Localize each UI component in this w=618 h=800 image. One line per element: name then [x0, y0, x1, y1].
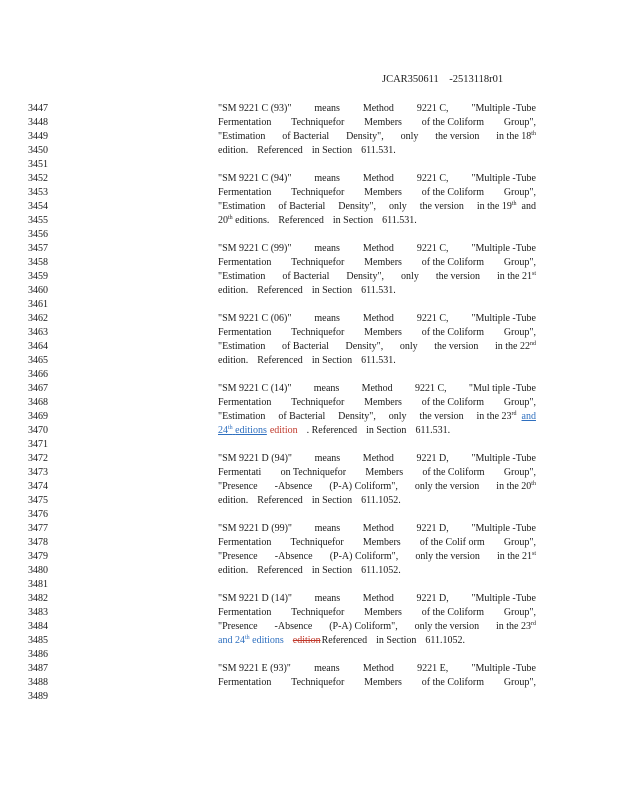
- text-span: in Section: [311, 355, 353, 366]
- text-span: and 24: [218, 635, 245, 646]
- text-span: Referenced: [257, 565, 303, 576]
- definition-sm-9221-c-94: [218, 172, 536, 228]
- text-span: Method: [362, 593, 394, 604]
- text-span: Fermentati: [218, 467, 262, 478]
- text-line: [218, 340, 536, 354]
- text-span: means: [314, 663, 340, 674]
- text-line: [218, 536, 536, 550]
- text-span: "Multiple -Tube: [471, 523, 536, 534]
- text-line: [218, 466, 536, 480]
- text-span: in the 21: [496, 551, 532, 562]
- text-span: the version: [435, 271, 480, 282]
- text-span: 611.1052.: [361, 495, 401, 506]
- line-number: 3459: [28, 271, 48, 282]
- text-span: only: [399, 341, 418, 352]
- text-line: [218, 564, 536, 578]
- text-span: Method: [362, 663, 394, 674]
- text-line: [218, 382, 536, 396]
- text-span: editions: [252, 635, 284, 646]
- text-span: editions.: [235, 215, 270, 226]
- text-span: of the Coliform: [421, 257, 484, 268]
- line-number: 3479: [28, 551, 48, 562]
- text-span: [477, 410, 536, 424]
- text-span: "Estimation: [218, 341, 266, 352]
- line-number: 3482: [28, 593, 48, 604]
- line-number: 3456: [28, 229, 48, 240]
- text-span: Members: [364, 117, 402, 128]
- text-span: Members: [364, 397, 402, 408]
- text-span: Group",: [503, 467, 536, 478]
- text-span: Fermentation: [218, 187, 272, 198]
- text-span: 9221 C,: [416, 173, 449, 184]
- ordinal-suffix: th: [531, 481, 536, 487]
- text-span: -Absence: [274, 481, 313, 492]
- text-span: Members: [364, 677, 402, 688]
- text-span: in the 22: [494, 341, 530, 352]
- line-number: 3486: [28, 649, 48, 660]
- text-span: Referenced: [321, 635, 368, 646]
- line-number: 3462: [28, 313, 48, 324]
- line-number: 3488: [28, 677, 48, 688]
- text-span: Group",: [503, 677, 536, 688]
- text-span: in Section: [376, 635, 417, 646]
- line-number: 3453: [28, 187, 48, 198]
- text-line: [218, 452, 536, 466]
- line-number: 3483: [28, 607, 48, 618]
- text-line: [218, 494, 536, 508]
- text-span: Density",: [346, 131, 384, 142]
- text-span: in Section: [311, 285, 353, 296]
- text-line: [218, 312, 536, 326]
- text-span: "Estimation: [218, 131, 266, 142]
- text-span: 9221 C,: [416, 313, 449, 324]
- ordinal-suffix: th: [531, 131, 536, 137]
- text-span: of the Coliform: [422, 467, 485, 478]
- line-number: 3474: [28, 481, 48, 492]
- text-span: 9221 D,: [416, 453, 449, 464]
- text-span: only the version: [414, 481, 480, 492]
- line-number: 3465: [28, 355, 48, 366]
- text-line: [218, 592, 536, 606]
- text-span: 611.531.: [361, 145, 396, 156]
- definition-sm-9221-c-14: [218, 382, 536, 438]
- text-span: 9221 C,: [416, 243, 449, 254]
- text-span: the version: [434, 341, 479, 352]
- text-span: Density",: [338, 411, 376, 422]
- text-line: [218, 172, 536, 186]
- text-span: the version: [435, 131, 480, 142]
- text-span: Fermentation: [218, 257, 272, 268]
- text-span: "Multiple -Tube: [471, 453, 536, 464]
- text-span: of the Colif orm: [419, 537, 485, 548]
- text-line: [218, 214, 536, 228]
- text-line: [218, 116, 536, 130]
- text-span: of the Coliform: [421, 117, 484, 128]
- text-span: means: [314, 173, 340, 184]
- ordinal-suffix: st: [531, 271, 536, 277]
- text-span: Group",: [503, 187, 536, 198]
- text-span: 9221 D,: [416, 593, 449, 604]
- text-span: in the 23: [495, 621, 531, 632]
- inserted-text: [218, 424, 267, 438]
- text-span: of the Coliform: [421, 187, 484, 198]
- text-span: Techniquefor: [291, 187, 345, 198]
- line-number: 3450: [28, 145, 48, 156]
- text-span: only: [388, 411, 407, 422]
- text-span: 9221 D,: [416, 523, 449, 534]
- text-span: Method: [362, 453, 394, 464]
- text-span: means: [314, 313, 340, 324]
- text-span: "Multiple -Tube: [471, 103, 536, 114]
- text-span: 9221 C,: [416, 103, 449, 114]
- line-number: 3452: [28, 173, 48, 184]
- text-span: means: [314, 453, 341, 464]
- text-line: [218, 634, 536, 648]
- text-span: 20: [218, 215, 228, 226]
- definition-sm-9221-c-06: [218, 312, 536, 368]
- line-number: 3484: [28, 621, 48, 632]
- text-span: "Estimation: [218, 201, 266, 212]
- text-span: [496, 620, 536, 634]
- text-span: in the 21: [496, 271, 532, 282]
- text-span: Density",: [338, 201, 376, 212]
- text-line: [218, 242, 536, 256]
- text-line: [218, 130, 536, 144]
- text-span: means: [313, 383, 340, 394]
- text-span: "SM 9221 C (94)": [218, 173, 292, 184]
- text-span: "Presence: [218, 551, 258, 562]
- text-span: the version: [419, 411, 464, 422]
- line-number: 3463: [28, 327, 48, 338]
- ordinal-suffix: nd: [529, 341, 536, 347]
- text-span: 611.531.: [361, 285, 396, 296]
- text-span: "Multiple -Tube: [471, 593, 536, 604]
- text-span: Group",: [503, 397, 536, 408]
- text-line: [218, 256, 536, 270]
- definition-sm-9221-d-14: [218, 592, 536, 648]
- text-span: only the version: [415, 551, 480, 562]
- text-line: [218, 550, 536, 564]
- line-number: 3464: [28, 341, 48, 352]
- line-number: 3448: [28, 117, 48, 128]
- ordinal-suffix: rd: [511, 411, 517, 417]
- text-span: Group",: [503, 327, 536, 338]
- text-span: on Techniquefor: [280, 467, 347, 478]
- text-span: in Section: [366, 425, 407, 436]
- text-span: Members: [364, 327, 402, 338]
- text-span: Referenced: [257, 355, 303, 366]
- text-span: [218, 214, 269, 228]
- text-span: Members: [362, 537, 401, 548]
- text-line: [218, 200, 536, 214]
- text-span: Techniquefor: [291, 397, 345, 408]
- text-span: 24: [218, 425, 228, 436]
- text-span: means: [314, 103, 340, 114]
- text-span: in the 19: [476, 201, 512, 212]
- text-span: means: [314, 593, 341, 604]
- line-number: 3476: [28, 509, 48, 520]
- text-span: (P-A) Coliform",: [329, 481, 398, 492]
- text-span: 9221 E,: [417, 663, 449, 674]
- line-number: 3460: [28, 285, 48, 296]
- ordinal-suffix: th: [228, 425, 233, 431]
- text-span: of Bacterial: [282, 341, 329, 352]
- text-span: -Absence: [274, 551, 313, 562]
- line-number: 3454: [28, 201, 48, 212]
- text-line: [218, 410, 536, 424]
- line-number: 3461: [28, 299, 48, 310]
- text-span: Density",: [346, 271, 385, 282]
- text-span: in Section: [332, 215, 374, 226]
- text-line: [218, 284, 536, 298]
- text-span: Referenced: [257, 145, 303, 156]
- text-span: edition.: [218, 145, 249, 156]
- ordinal-suffix: th: [511, 201, 517, 207]
- text-span: Fermentation: [218, 537, 272, 548]
- line-number: 3466: [28, 369, 48, 380]
- text-span: means: [314, 523, 341, 534]
- text-span: edition.: [218, 565, 249, 576]
- text-span: Method: [362, 243, 394, 254]
- text-span: of the Coliform: [421, 607, 484, 618]
- text-span: Referenced: [257, 285, 303, 296]
- definition-sm-9221-e-93: [218, 662, 536, 690]
- text-span: editions: [235, 425, 267, 436]
- definition-sm-9221-c-93: [218, 102, 536, 158]
- text-span: Members: [365, 467, 404, 478]
- text-span: in Section: [311, 565, 353, 576]
- definition-sm-9221-c-99: [218, 242, 536, 298]
- line-number: 3451: [28, 159, 48, 170]
- text-span: Method: [362, 103, 394, 114]
- line-number: 3449: [28, 131, 48, 142]
- text-span: Method: [361, 383, 393, 394]
- text-line: [218, 270, 536, 284]
- text-span: Group",: [503, 607, 536, 618]
- text-span: in the 23: [476, 411, 512, 422]
- line-number: 3478: [28, 537, 48, 548]
- text-span: [495, 340, 536, 354]
- line-number: 3471: [28, 439, 48, 450]
- text-span: in the 20: [496, 481, 532, 492]
- text-span: 611.1052.: [425, 635, 466, 646]
- ordinal-suffix: rd: [530, 621, 536, 627]
- ordinal-suffix: st: [531, 551, 536, 557]
- text-line: [218, 326, 536, 340]
- text-span: Techniquefor: [291, 117, 345, 128]
- text-line: [218, 186, 536, 200]
- text-line: [218, 354, 536, 368]
- text-span: of the Coliform: [421, 327, 484, 338]
- text-span: "Presence: [218, 621, 258, 632]
- text-span: "SM 9221 C (99)": [218, 243, 292, 254]
- deleted-text: edition: [292, 635, 321, 646]
- text-span: "Mul tiple -Tube: [468, 383, 536, 394]
- text-span: of the Coliform: [421, 677, 484, 688]
- deleted-text: edition: [269, 425, 298, 436]
- text-span: Fermentation: [218, 327, 272, 338]
- inserted-text: and: [521, 411, 536, 422]
- text-span: in Section: [311, 495, 353, 506]
- text-span: [496, 130, 536, 144]
- text-span: edition.: [218, 355, 249, 366]
- text-span: Referenced: [278, 215, 324, 226]
- text-line: [218, 662, 536, 676]
- text-span: "Multiple -Tube: [471, 313, 536, 324]
- text-span: [497, 550, 536, 564]
- text-span: "Multiple -Tube: [471, 663, 536, 674]
- text-span: 611.531.: [382, 215, 417, 226]
- text-span: [496, 480, 536, 494]
- text-span: Group",: [503, 257, 536, 268]
- line-number: 3468: [28, 397, 48, 408]
- text-span: only: [400, 131, 419, 142]
- line-number-column: [28, 102, 48, 704]
- text-span: (P-A) Coliform",: [329, 551, 399, 562]
- text-span: Method: [362, 173, 394, 184]
- line-number: 3447: [28, 103, 48, 114]
- ordinal-suffix: th: [228, 215, 233, 221]
- text-span: only: [388, 201, 407, 212]
- text-span: -Absence: [274, 621, 313, 632]
- text-span: edition.: [218, 285, 249, 296]
- text-line: [218, 620, 536, 634]
- text-span: the version: [419, 201, 464, 212]
- text-line: [218, 606, 536, 620]
- text-span: of the Coliform: [421, 397, 484, 408]
- text-span: "Multiple -Tube: [471, 243, 536, 254]
- text-line: [218, 144, 536, 158]
- inserted-text: [218, 634, 284, 648]
- line-number: 3455: [28, 215, 48, 226]
- text-span: Members: [364, 187, 402, 198]
- text-span: "SM 9221 C (06)": [218, 313, 292, 324]
- text-span: (P-A) Coliform",: [329, 621, 398, 632]
- text-line: [218, 424, 536, 438]
- text-span: "Estimation: [218, 411, 266, 422]
- text-span: "SM 9221 D (94)": [218, 453, 292, 464]
- text-line: [218, 480, 536, 494]
- text-span: Fermentation: [218, 397, 272, 408]
- text-span: and: [521, 201, 536, 212]
- text-line: [218, 676, 536, 690]
- text-line: [218, 102, 536, 116]
- text-span: of Bacterial: [282, 271, 330, 282]
- text-span: of Bacterial: [278, 201, 326, 212]
- line-number: 3477: [28, 523, 48, 534]
- text-line: [218, 396, 536, 410]
- text-span: "Presence: [218, 481, 258, 492]
- text-span: only the version: [414, 621, 480, 632]
- line-number: 3475: [28, 495, 48, 506]
- text-span: "SM 9221 E (93)": [218, 663, 291, 674]
- text-span: Techniquefor: [291, 677, 345, 688]
- text-span: in the 18: [496, 131, 532, 142]
- definition-sm-9221-d-94: [218, 452, 536, 508]
- document-header: JCAR350611 -2513118r01: [382, 74, 504, 85]
- text-span: of Bacterial: [282, 131, 330, 142]
- text-span: 611.531.: [361, 355, 396, 366]
- text-span: . Referenced: [306, 425, 358, 436]
- line-number: 3481: [28, 579, 48, 590]
- line-number: 3458: [28, 257, 48, 268]
- text-span: Group",: [503, 117, 536, 128]
- text-span: edition.: [218, 495, 249, 506]
- text-span: Members: [364, 257, 402, 268]
- text-span: Fermentation: [218, 677, 272, 688]
- text-span: Techniquefor: [291, 257, 345, 268]
- line-number: 3489: [28, 691, 48, 702]
- text-span: Method: [362, 313, 394, 324]
- text-span: Group",: [503, 537, 536, 548]
- ordinal-suffix: th: [244, 635, 250, 641]
- text-span: 9221 C,: [414, 383, 447, 394]
- document-body: [218, 102, 536, 704]
- text-span: "SM 9221 C (14)": [218, 383, 292, 394]
- text-span: "Estimation: [218, 271, 266, 282]
- text-span: "SM 9221 C (93)": [218, 103, 292, 114]
- text-span: [497, 270, 536, 284]
- definition-sm-9221-d-99: [218, 522, 536, 578]
- line-number: 3470: [28, 425, 48, 436]
- line-number: 3469: [28, 411, 48, 422]
- text-span: of Bacterial: [278, 411, 326, 422]
- text-line: [218, 522, 536, 536]
- text-span: only: [401, 271, 419, 282]
- line-number: 3472: [28, 453, 48, 464]
- line-number: 3485: [28, 635, 48, 646]
- text-span: Techniquefor: [291, 607, 345, 618]
- text-span: in Section: [311, 145, 353, 156]
- text-span: Referenced: [257, 495, 303, 506]
- line-number: 3473: [28, 467, 48, 478]
- text-span: means: [314, 243, 340, 254]
- text-span: "SM 9221 D (99)": [218, 523, 292, 534]
- text-span: 611.1052.: [361, 565, 401, 576]
- line-number: 3487: [28, 663, 48, 674]
- text-span: [477, 200, 536, 214]
- text-span: Techniquefor: [291, 327, 345, 338]
- text-span: "Multiple -Tube: [471, 173, 536, 184]
- line-number: 3457: [28, 243, 48, 254]
- text-span: Techniquefor: [290, 537, 344, 548]
- text-span: Method: [362, 523, 394, 534]
- text-span: Fermentation: [218, 117, 272, 128]
- line-number: 3467: [28, 383, 48, 394]
- text-span: Density",: [345, 341, 384, 352]
- text-span: Fermentation: [218, 607, 272, 618]
- text-span: "SM 9221 D (14)": [218, 593, 292, 604]
- text-span: 611.531.: [415, 425, 451, 436]
- line-number: 3480: [28, 565, 48, 576]
- text-span: Members: [364, 607, 402, 618]
